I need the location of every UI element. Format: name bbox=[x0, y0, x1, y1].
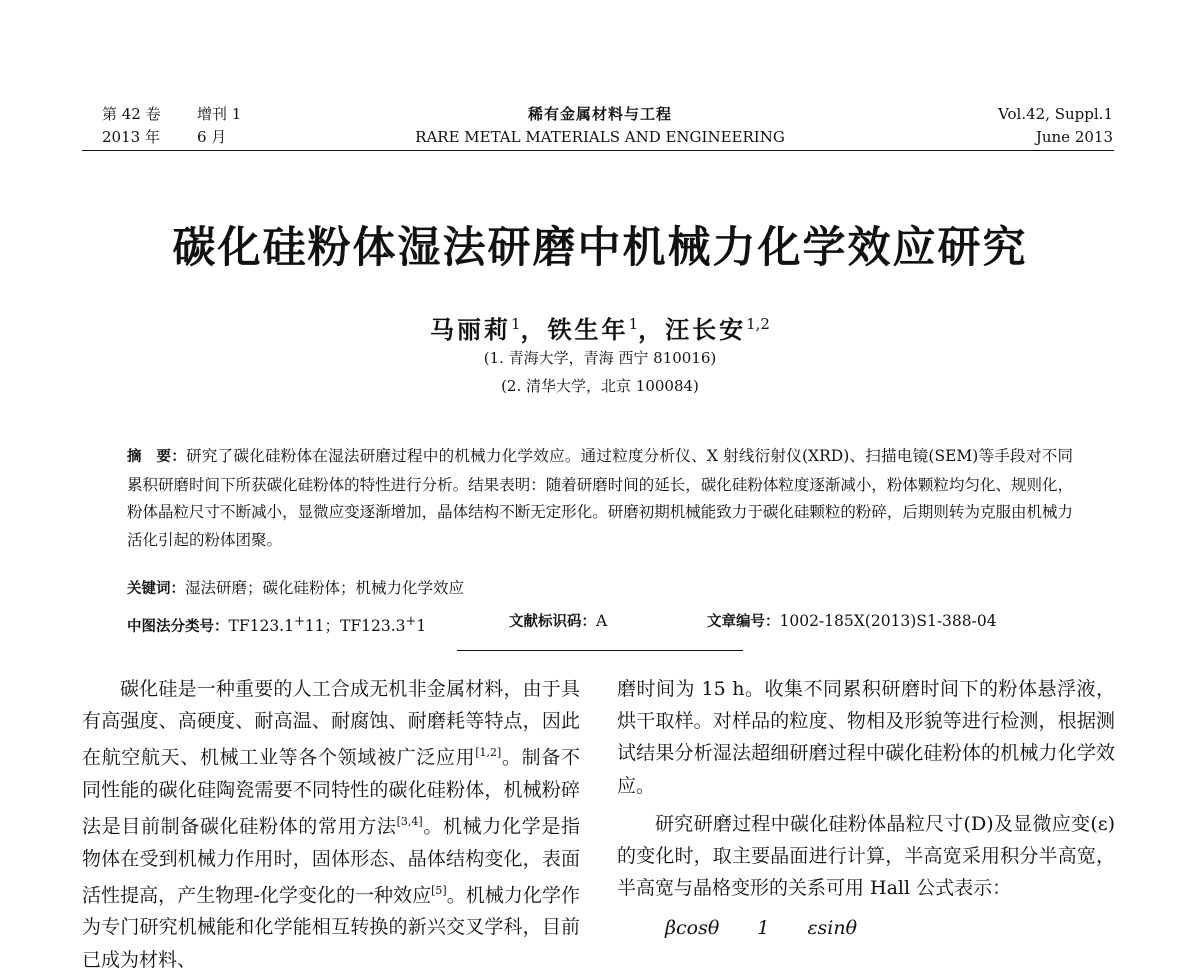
body-column-right bbox=[617, 673, 1115, 945]
author-affiliation-mark: 1 bbox=[511, 315, 521, 333]
author-list bbox=[0, 307, 1200, 347]
abstract-label: 摘 要： bbox=[127, 449, 187, 465]
hall-formula: βcosθ 1 εsinθ bbox=[665, 917, 858, 940]
author-affiliation-mark: 1 bbox=[628, 315, 639, 333]
clc-value: 11；TF123.3 bbox=[304, 617, 406, 636]
abstract bbox=[127, 443, 1073, 554]
year-cn: 2013 年 bbox=[102, 128, 160, 146]
keywords-label: 关键词： bbox=[127, 581, 185, 597]
header-rule bbox=[82, 150, 1114, 151]
volume-cn: 第 42 卷 bbox=[102, 105, 161, 123]
body-paragraph bbox=[82, 673, 580, 976]
journal-name-en: RARE METAL MATERIALS AND ENGINEERING bbox=[415, 128, 785, 146]
clc-sup: + bbox=[405, 614, 417, 629]
body-text: 。机械力化学是指物体在受到机械力作用时，固体形态、晶体结构变化，表面活性提高，产生物理-化学变化的一种效应 bbox=[82, 815, 580, 907]
document-code bbox=[509, 608, 607, 636]
author-name: 铁生年 bbox=[547, 315, 629, 344]
doc-label: 文献标识码： bbox=[509, 614, 596, 630]
paper-title: 碳化硅粉体湿法研磨中机械力化学效应研究 bbox=[172, 223, 1028, 273]
affiliation-1: (1. 青海大学，青海 西宁 810016) bbox=[483, 349, 717, 367]
abstract-text: 研究了碳化硅粉体在湿法研磨过程中的机械力化学效应。通过粒度分析仪、X 射线衍射仪(XRD)、扫描电镜(SEM)等手段对不同累积研磨时间下所获碳化硅粉体的特性进行分析。结果表明：随着研磨时间的延长，碳化硅粉体粒度逐渐减小，粉体颗粒均匀化、规则化，粉体晶粒尺寸不断减小，显微应变逐渐增加，晶体结构不断无定形化。研磨初期机械能致力于碳化硅颗粒的粉碎，后期则转为克服由机械力活化引起的粉体团聚。 bbox=[127, 447, 1074, 549]
journal-name bbox=[300, 103, 900, 149]
issue-cn: 增刊 1 bbox=[197, 105, 242, 123]
volume-en: Vol.42, Suppl.1 bbox=[998, 105, 1113, 123]
body-text: 碳化硅是一种重要的人工合成无机非金属材料，由于具有高强度、高硬度、耐高温、耐腐蚀、耐磨耗等特点，因此在航空航天、机械工业等各个领域被广泛应用 bbox=[82, 678, 580, 769]
citation: [5] bbox=[431, 883, 447, 897]
clc-sup: + bbox=[293, 614, 305, 629]
author-name: 马丽莉 bbox=[430, 315, 512, 344]
body-text: 。制备不同性能的碳化硅陶瓷需要不同特性的碳化硅粉体，机械粉碎法是目前制备碳化硅粉体的常用方法 bbox=[82, 746, 580, 838]
date-en: June 2013 bbox=[1035, 128, 1113, 146]
clc-value: 1 bbox=[416, 617, 427, 636]
journal-volume-en bbox=[998, 103, 1113, 149]
article-number bbox=[707, 608, 997, 636]
section-rule bbox=[457, 650, 743, 651]
journal-name-cn: 稀有金属材料与工程 bbox=[527, 105, 672, 123]
article-value: 1002-185X(2013)S1-388-04 bbox=[779, 612, 997, 630]
keywords-text: 湿法研磨；碳化硅粉体；机械力化学效应 bbox=[185, 579, 465, 597]
author-separator: ， bbox=[520, 315, 548, 344]
doc-value: A bbox=[596, 612, 608, 630]
month-cn: 6 月 bbox=[197, 128, 227, 146]
author-separator: ， bbox=[638, 315, 666, 344]
author-name: 汪长安 bbox=[665, 315, 747, 344]
citation: [3,4] bbox=[396, 815, 423, 829]
classification-line bbox=[127, 608, 1073, 641]
clc-code bbox=[127, 614, 427, 636]
body-paragraph: 研究研磨过程中碳化硅粉体晶粒尺寸(D)及显微应变(ε)的变化时，取主要晶面进行计算，半高宽采用积分半高宽，半高宽与晶格变形的关系可用 Hall 公式表示： bbox=[617, 812, 1115, 900]
body-column-left bbox=[82, 673, 580, 976]
body-paragraph: 磨时间为 15 h。收集不同累积研磨时间下的粉体悬浮液，烘干取样。对样品的粒度、物相及形貌等进行检测，根据测试结果分析湿法超细研磨过程中碳化硅粉体的机械力化学效应。 bbox=[617, 678, 1115, 797]
clc-value: TF123.1 bbox=[228, 617, 294, 636]
citation: [1,2] bbox=[475, 746, 502, 760]
affiliation-2: (2. 清华大学，北京 100084) bbox=[501, 377, 699, 395]
journal-issue-info bbox=[102, 103, 241, 149]
keywords bbox=[127, 575, 1073, 603]
article-label: 文章编号： bbox=[707, 614, 780, 630]
author-affiliation-mark: 1,2 bbox=[746, 315, 770, 333]
clc-label: 中图法分类号： bbox=[127, 619, 229, 636]
body-text: 。机械力化学作为专门研究机械能和化学能相互转换的新兴交叉学科，目前已成为材料、 bbox=[82, 884, 580, 971]
